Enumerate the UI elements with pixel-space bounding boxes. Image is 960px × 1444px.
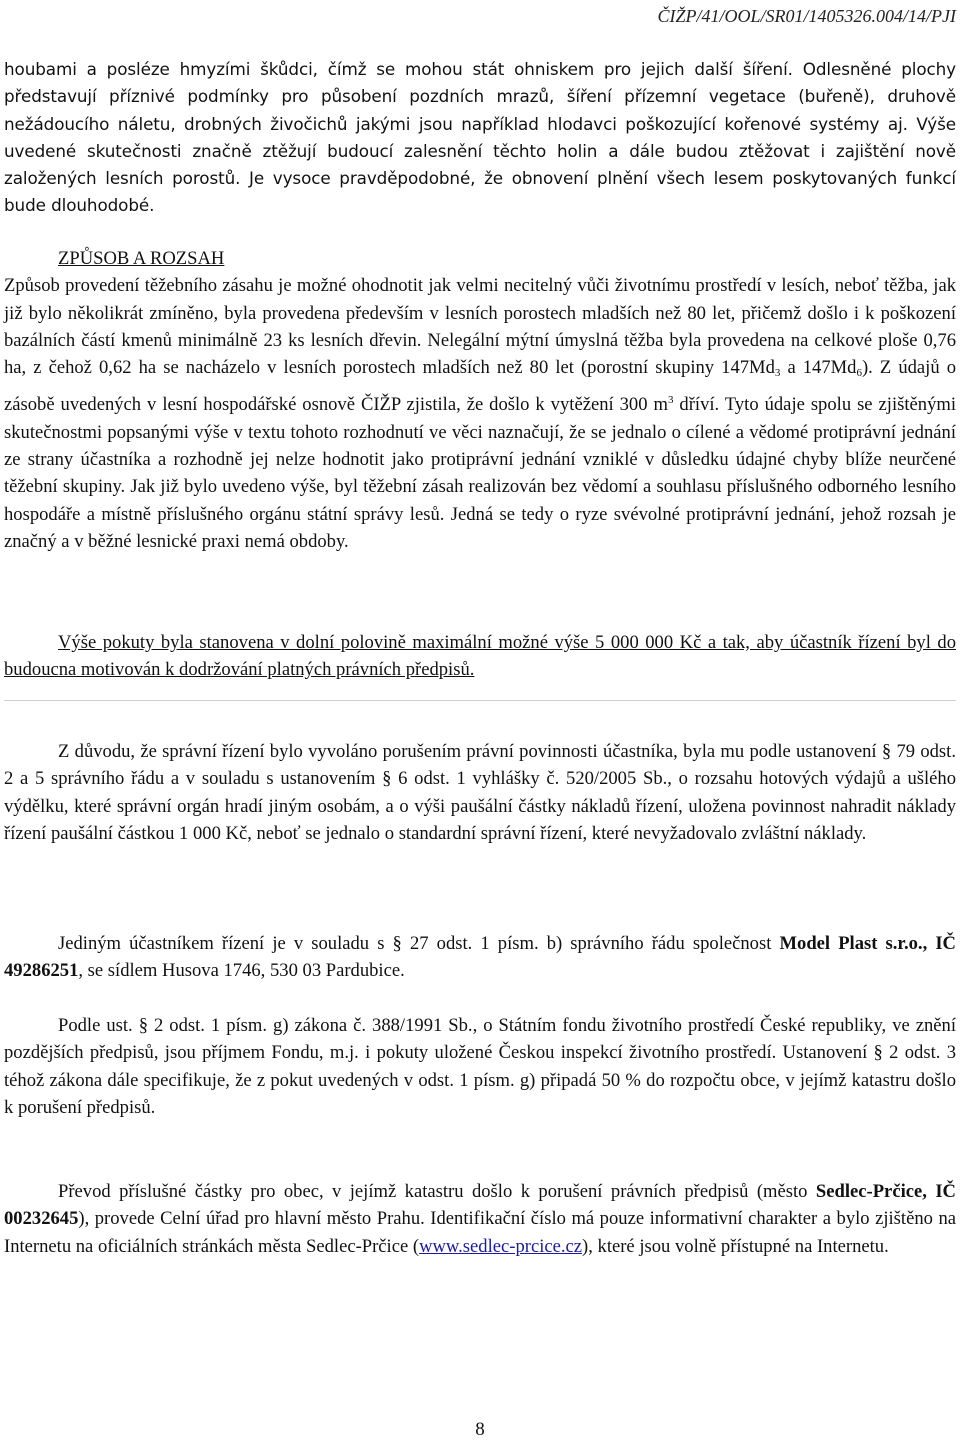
paragraph-costs: Z důvodu, že správní řízení bylo vyvoláno porušením právní povinnosti účastníka, byla mu podle ustanovení § 79 odst. 2 a 5 správního řádu a v souladu s ustanovením § 6 odst. 1 vyhlášky č. 520/2005 Sb., o rozsahu hotových výdajů a ušlého výdělku, které správní orgán hradí jiným osobám, a o výši paušální částky nákladů řízení, uložena povinnost nahradit náklady řízení paušální částkou 1 000 Kč, neboť se jednalo o standardní správní řízení, které nevyžadovalo zvláštní náklady. [4,741,956,844]
extent-text-4: dříví. Tyto údaje spolu se zjištěnými skutečnostmi popsanými výše v textu tohoto rozhodnutí ve věci naznačují, že se jednalo o cílené a vědomé protiprávní jednání ze strany účastníka a rozhodně jej nelze hodnotit jako protiprávní jednání vzniklé v důsledku údajné chyby blíže neurčené těžební skupiny. Jak již bylo uvedeno výše, byl těžební zásah realizován bez vědomí a souhlasu příslušného odborného lesního hospodáře a místně příslušného orgánu státní správy lesů. Jedná se tedy o ryze svévolné protiprávní jednání, jehož rozsah je značný a v běžné lesnické praxi nemá obdoby. [4,394,956,552]
extent-text-2: a 147Md [780,357,857,379]
transfer-text-3: ), které jsou volně přístupné na Internetu. [582,1235,889,1257]
subscript-2: 6 [856,367,862,380]
subscript-1: 3 [774,367,781,380]
transfer-municipality: Sedlec-Prčice, IČ 00232645 [4,1181,956,1230]
paragraph-consequences: houbami a posléze hmyzími škůdci, čímž se mohou stát ohniskem pro jejich další šíření. Odlesněné plochy představují příznivé podmínky pro působení pozdních mrazů, šíření přízemní vegetace (buřeně), druhově nežádoucího náletu, drobných živočichů jakými jsou například hlodavci poškozující kořenové systémy aj. Výše uvedené skutečnosti značně ztěžují budoucí zalesnění těchto holin a dále budou ztěžovat i zajištění nově založených lesních porostů. Je vysoce pravděpodobné, že obnovení plnění všech lesem poskytovaných funkcí bude dlouhodobé. [4,59,956,216]
section-heading: ZPŮSOB A ROZSAH [58,248,225,269]
transfer-text-2: ), provede Celní úřad pro hlavní město Prahu. Identifikační číslo má pouze informativní charakter a bylo zjištěno na Internetu na oficiálních stránkách města Sedlec-Prčice ( [4,1208,956,1257]
section-block [4,245,956,555]
paragraph-transfer [4,1178,956,1260]
municipality-website-link[interactable]: www.sedlec-prcice.cz [419,1235,583,1257]
participant-text-1: Jediným účastníkem řízení je v souladu s § 27 odst. 1 písm. b) správního řádu společnost [58,933,780,954]
document-reference: ČIŽP/41/OOL/SR01/1405326.004/14/PJI [657,6,956,26]
page-number: 8 [475,1419,485,1440]
transfer-text-1: Převod příslušné částky pro obec, v jejímž katastru došlo k porušení právních předpisů (město [58,1181,816,1202]
participant-text-2: , se sídlem Husova 1746, 530 03 Pardubice. [78,960,405,982]
participant-company: Model Plast s.r.o., IČ 49286251 [4,933,956,982]
paragraph-participant [4,930,956,985]
extent-text-1: Způsob provedení těžebního zásahu je možné ohodnotit jak velmi necitelný vůči životnímu prostředí v lesích, neboť těžba, jak již bylo několikrát zmíněno, byla provedena především v lesních porostech mladších než 80 let, přičemž došlo i k poškození bazálních částí kmenů minimálně 23 ks lesních dřevin. Nelegální mýtní úmyslná těžba byla provedena na celkové ploše 0,76 ha, z čehož 0,62 ha se nacházelo v lesních porostech mladších než 80 let (porostní skupiny 147Md [4,275,956,379]
separator-line [4,700,956,701]
paragraph-fund-law: Podle ust. § 2 odst. 1 písm. g) zákona č. 388/1991 Sb., o Státním fondu životního prostředí České republiky, ve znění pozdějších předpisů, jsou příjmem Fondu, m.j. i pokuty uložené Českou inspekcí životního prostředí. Ustanovení § 2 odst. 3 téhož zákona dále specifikuje, že z pokut uvedených v odst. 1 písm. g) připadá 50 % do rozpočtu obce, v jejímž katastru došlo k porušení předpisů. [4,1015,956,1118]
extent-text-3: ). Z údajů o zásobě uvedených v lesní hospodářské osnově ČIŽP zjistila, že došlo k vytěžení 300 m [4,357,956,416]
paragraph-extent [4,275,956,552]
paragraph-fine-amount: Výše pokuty byla stanovena v dolní polovině maximální možné výše 5 000 000 Kč a tak, aby účastník řízení byl do budoucna motivován k dodržování platných právních předpisů. [4,632,956,681]
superscript-cubic: 3 [667,394,674,407]
